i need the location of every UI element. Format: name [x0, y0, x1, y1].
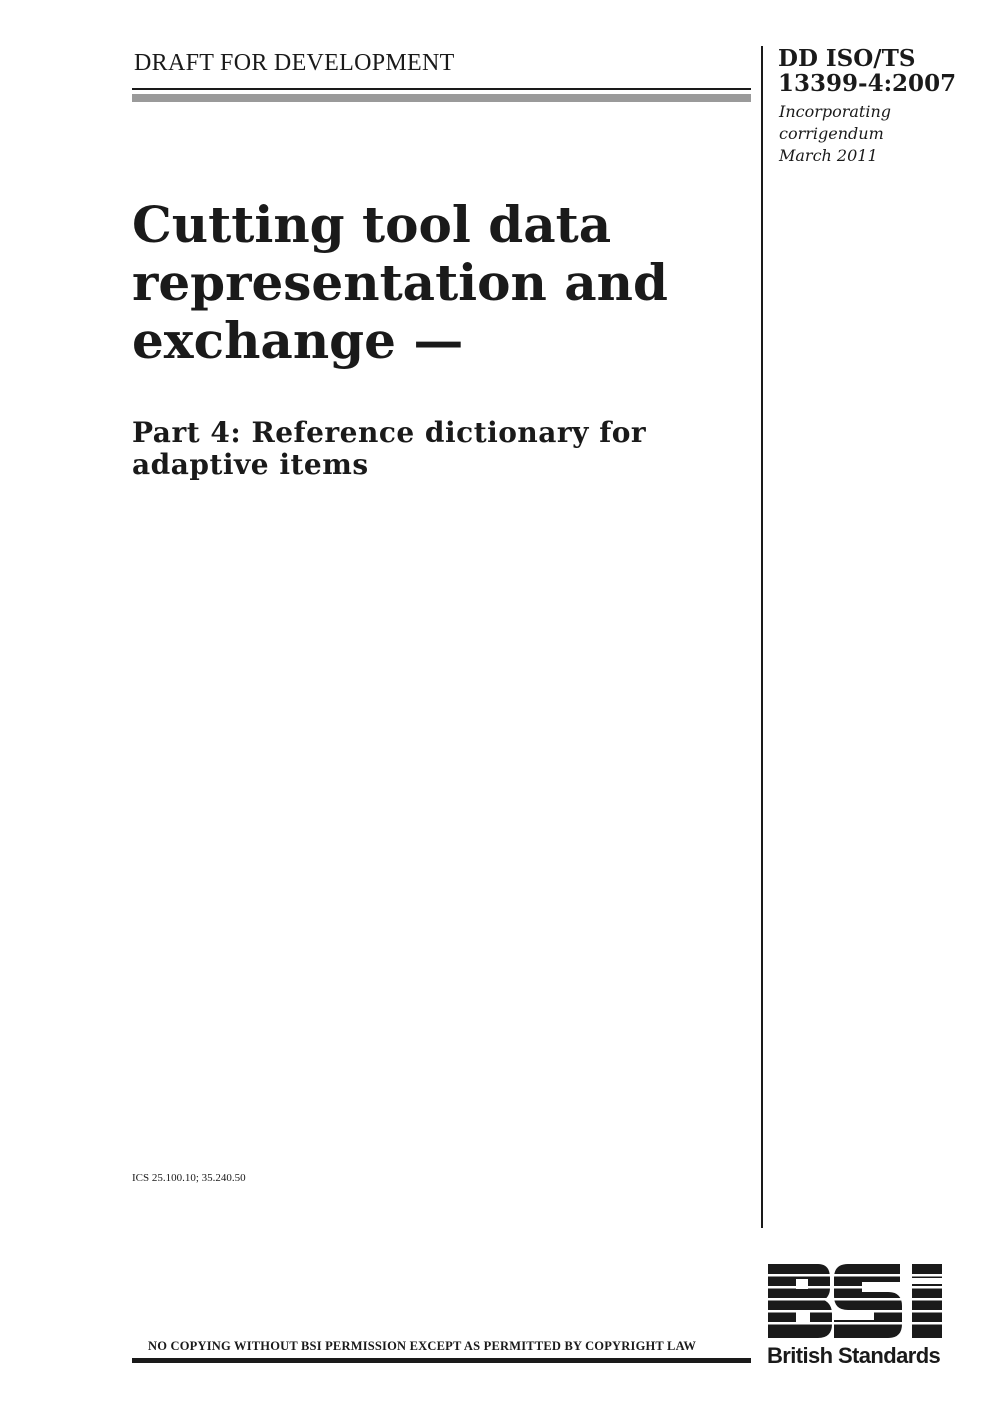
draft-label: DRAFT FOR DEVELOPMENT	[134, 50, 455, 76]
document-number-line: DD ISO/TS	[778, 45, 916, 72]
document-title	[132, 196, 732, 370]
document-number	[778, 46, 956, 96]
brand-name: British Standards	[767, 1343, 941, 1368]
title-line: representation and	[132, 253, 668, 312]
footer-rule	[132, 1358, 751, 1363]
ics-code: ICS 25.100.10; 35.240.50	[132, 1172, 246, 1184]
subtitle-line: adaptive items	[132, 448, 369, 481]
header-rule-thin	[132, 88, 751, 90]
document-number-line: 13399-4:2007	[778, 70, 957, 97]
subtitle-line: Part 4: Reference dictionary for	[132, 416, 647, 449]
corrigendum-line: March 2011	[779, 146, 878, 165]
bsi-logo	[766, 1262, 946, 1340]
title-line: exchange —	[132, 311, 464, 370]
corrigendum-line: corrigendum	[779, 124, 884, 143]
header-rule-thick	[132, 94, 751, 102]
document-subtitle	[132, 417, 732, 481]
vertical-divider	[761, 46, 763, 1228]
corrigendum-line: Incorporating	[779, 102, 892, 121]
corrigendum-note	[779, 101, 891, 167]
copyright-notice: NO COPYING WITHOUT BSI PERMISSION EXCEPT AS PERMITTED BY COPYRIGHT LAW	[148, 1339, 697, 1353]
title-line: Cutting tool data	[132, 195, 612, 254]
